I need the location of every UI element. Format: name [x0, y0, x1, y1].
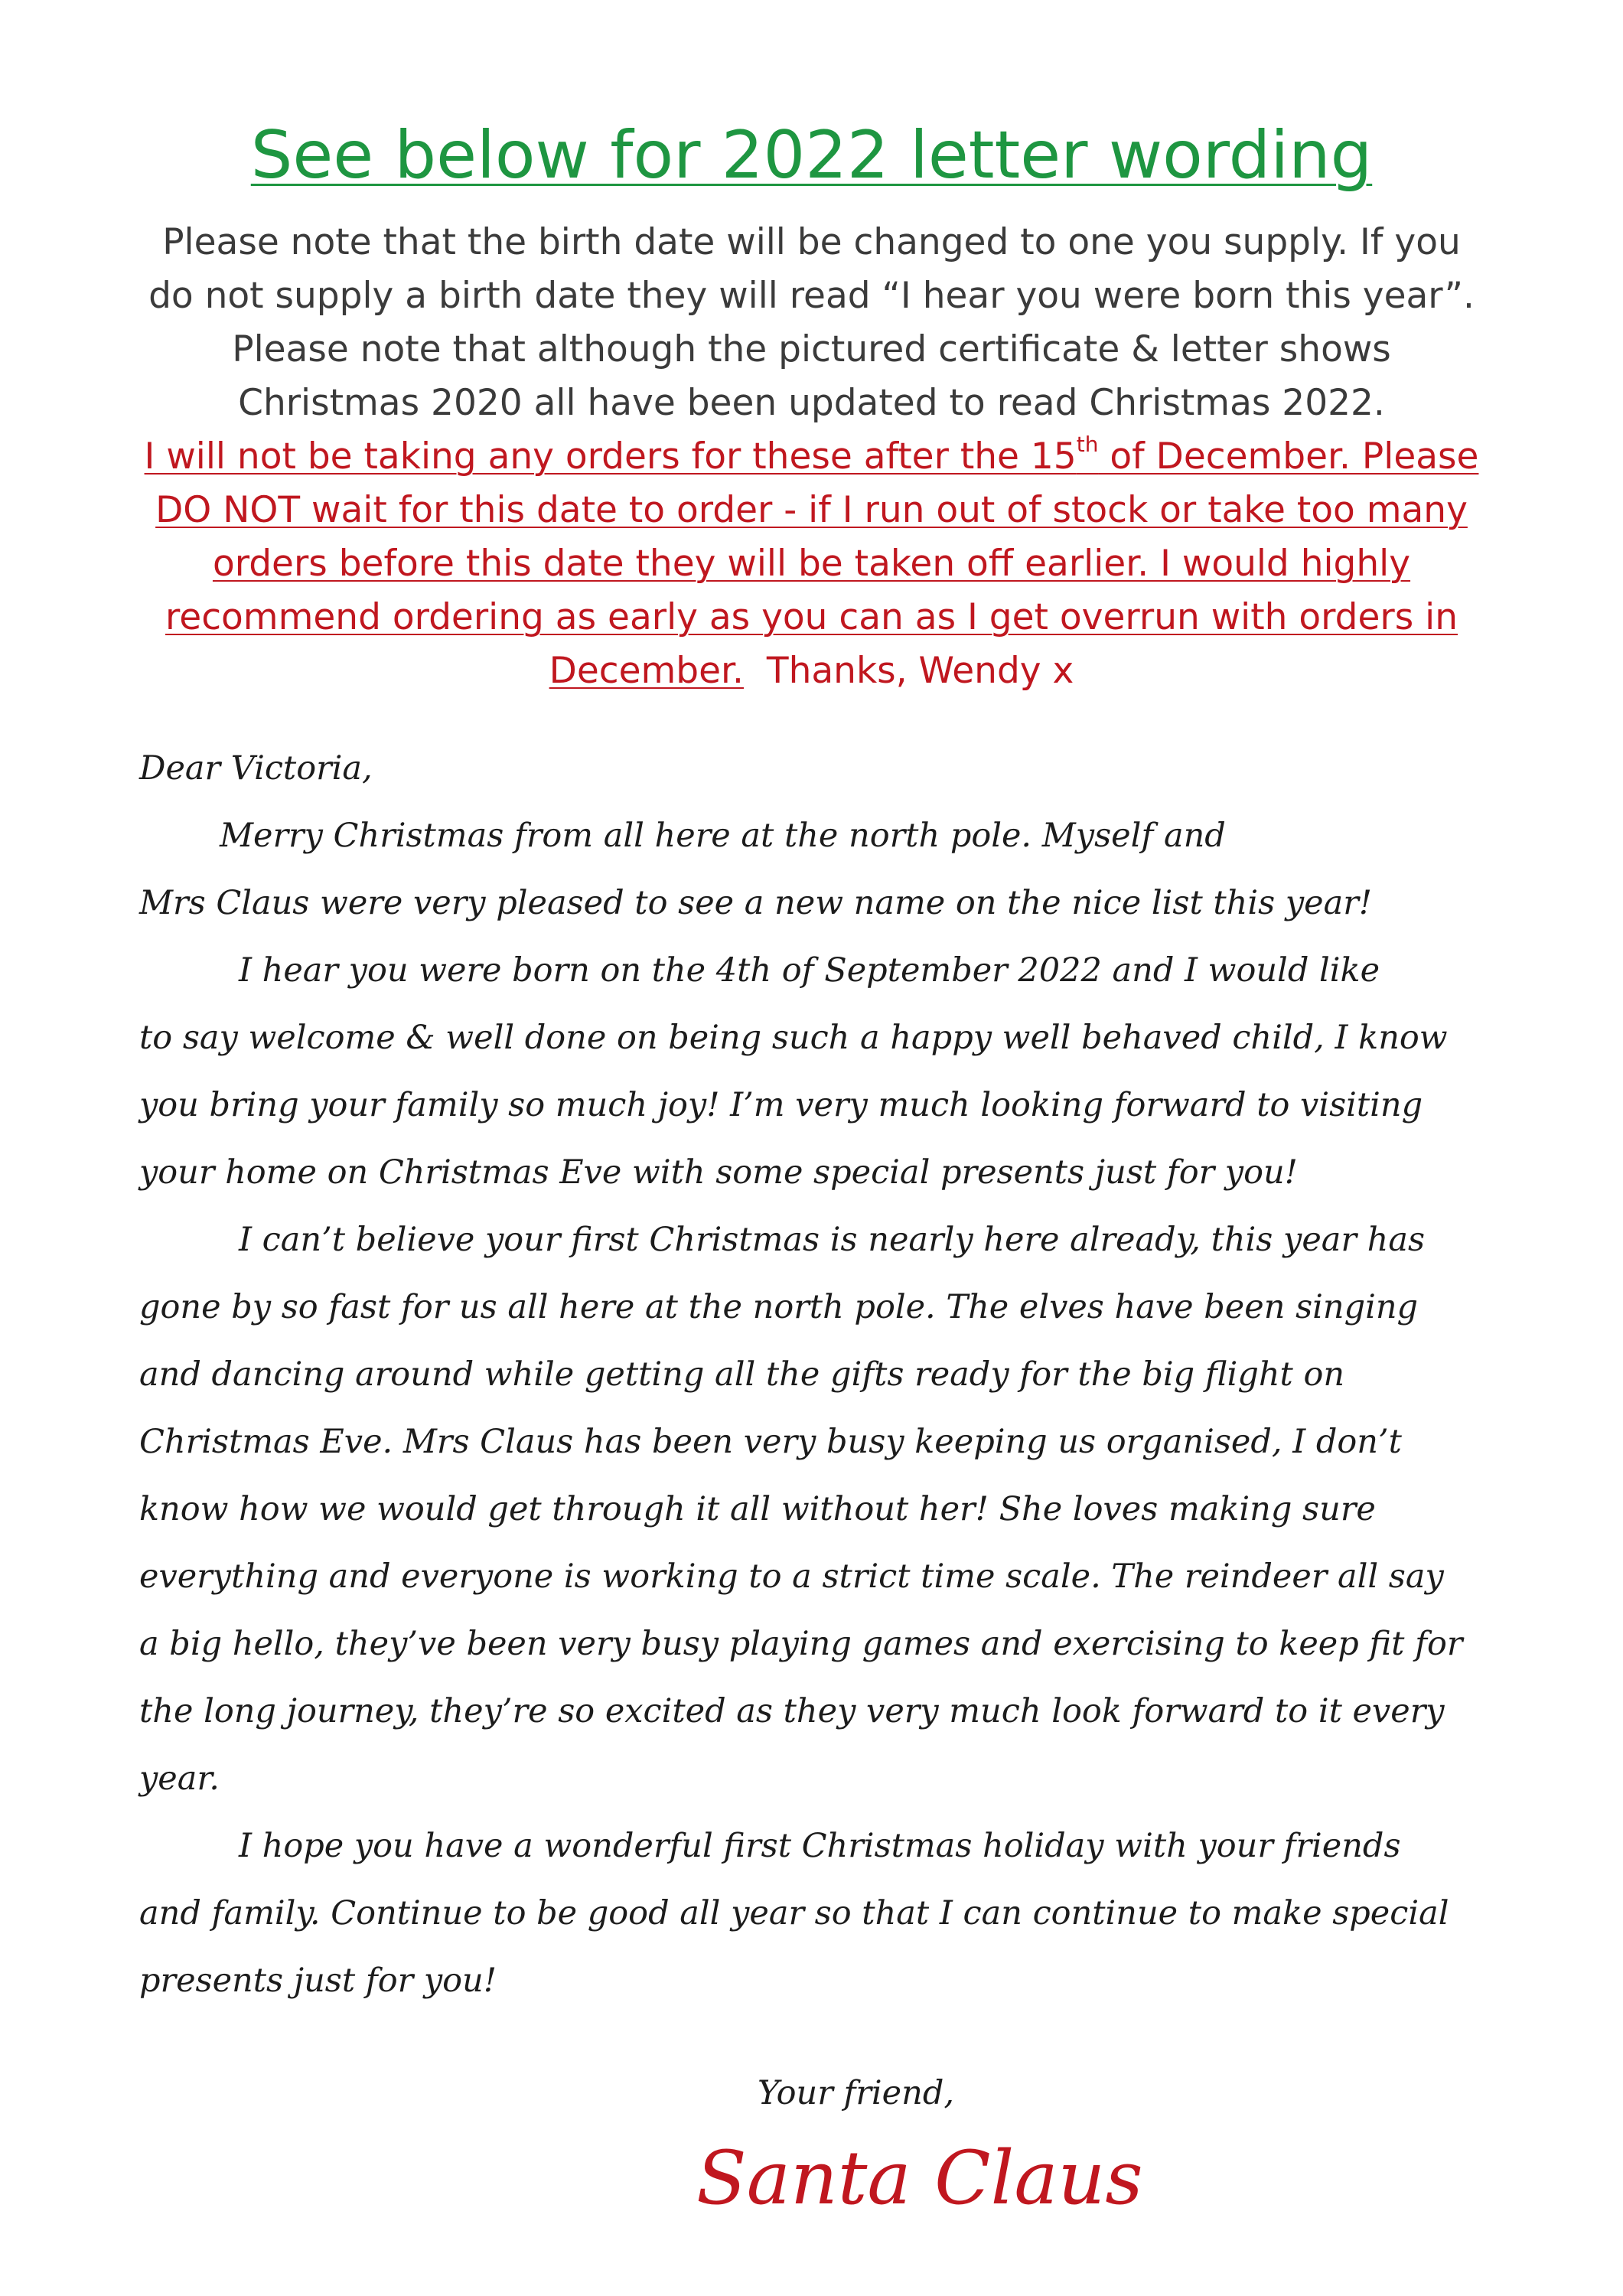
letter-greeting: Dear Victoria,	[139, 749, 373, 788]
notes-block	[115, 216, 1508, 698]
letter-line: a big hello, they’ve been very busy playing games and exercising to keep fit for	[139, 1625, 1463, 1663]
letter-line: year.	[139, 1760, 220, 1798]
letter-line: I can’t believe your first Christmas is nearly here already, this year has	[239, 1221, 1426, 1259]
warning-line	[115, 430, 1508, 484]
warning-line	[115, 644, 1508, 698]
warning-text: orders before this date they will be taken off earlier. I would highly	[212, 543, 1411, 585]
ordinal-suffix: th	[1076, 432, 1099, 457]
letter-line: Merry Christmas from all here at the north pole. Myself and	[220, 817, 1226, 855]
letter-line: to say welcome & well done on being such a happy well behaved child, I know	[139, 1019, 1448, 1057]
letter-line: I hear you were born on the 4th of September 2022 and I would like	[239, 951, 1380, 990]
note-line: Please note that although the pictured certificate & letter shows	[232, 328, 1391, 370]
signature: Santa Claus	[696, 2135, 1143, 2221]
warning-text: DO NOT wait for this date to order - if I run out of stock or take too many	[155, 489, 1468, 531]
letter-body	[139, 735, 1486, 2014]
letter-closing: Your friend,	[758, 2074, 955, 2112]
letter-line: presents just for you!	[139, 1962, 497, 2000]
letter-line: Mrs Claus were very pleased to see a new name on the nice list this year!	[139, 884, 1373, 922]
letter-line: I hope you have a wonderful first Christmas holiday with your friends	[239, 1827, 1401, 1865]
warning-text: recommend ordering as early as you can as I get overrun with orders in	[165, 596, 1458, 638]
letter-line: and dancing around while getting all the gifts ready for the big flight on	[139, 1355, 1345, 1394]
note-line: Christmas 2020 all have been updated to read Christmas 2022.	[238, 382, 1385, 424]
sign-off-text: Thanks, Wendy x	[743, 650, 1074, 692]
note-line: do not supply a birth date they will read “I hear you were born this year”.	[148, 275, 1475, 317]
warning-text: I will not be taking any orders for these after the 15	[144, 435, 1077, 478]
letter-line: Christmas Eve. Mrs Claus has been very busy keeping us organised, I don’t	[139, 1423, 1402, 1461]
warning-line	[115, 484, 1508, 537]
warning-line	[115, 537, 1508, 591]
letter-line: and family. Continue to be good all year so that I can continue to make special	[139, 1894, 1449, 1932]
letter-line: know how we would get through it all without her! She loves making sure	[139, 1490, 1376, 1528]
letter-line: everything and everyone is working to a strict time scale. The reindeer all say	[139, 1557, 1444, 1596]
warning-text: of December. Please	[1098, 435, 1479, 478]
letter-line: gone by so fast for us all here at the north pole. The elves have been singing	[139, 1288, 1419, 1326]
warning-line	[115, 591, 1508, 644]
letter-line: the long journey, they’re so excited as they very much look forward to it every	[139, 1692, 1445, 1730]
page-title: See below for 2022 letter wording	[250, 117, 1373, 194]
letter-line: you bring your family so much joy! I’m very much looking forward to visiting	[139, 1086, 1423, 1124]
note-line: Please note that the birth date will be changed to one you supply. If you	[162, 221, 1461, 263]
letter-line: your home on Christmas Eve with some special presents just for you!	[139, 1153, 1298, 1192]
warning-text: December.	[549, 650, 744, 692]
